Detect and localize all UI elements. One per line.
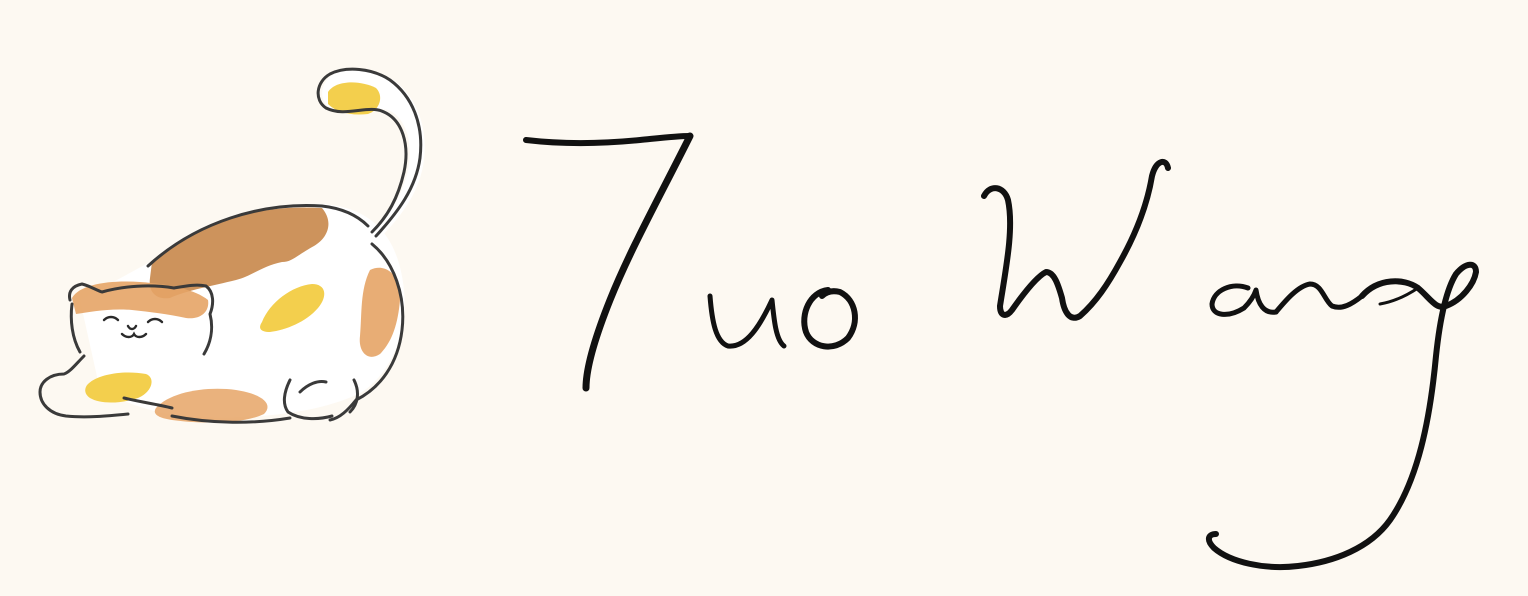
letter-u xyxy=(710,296,784,346)
letter-T-stem xyxy=(586,136,690,388)
signature-tuo-wang xyxy=(526,136,1476,567)
letter-o xyxy=(804,290,855,347)
letter-n xyxy=(1276,284,1362,312)
letter-W xyxy=(984,162,1168,318)
letter-a xyxy=(1212,286,1276,314)
letter-g-lead-in xyxy=(1380,288,1418,304)
letter-g xyxy=(1209,265,1476,567)
letter-T-bar xyxy=(526,136,690,143)
stretching-cat-illustration xyxy=(40,69,425,422)
